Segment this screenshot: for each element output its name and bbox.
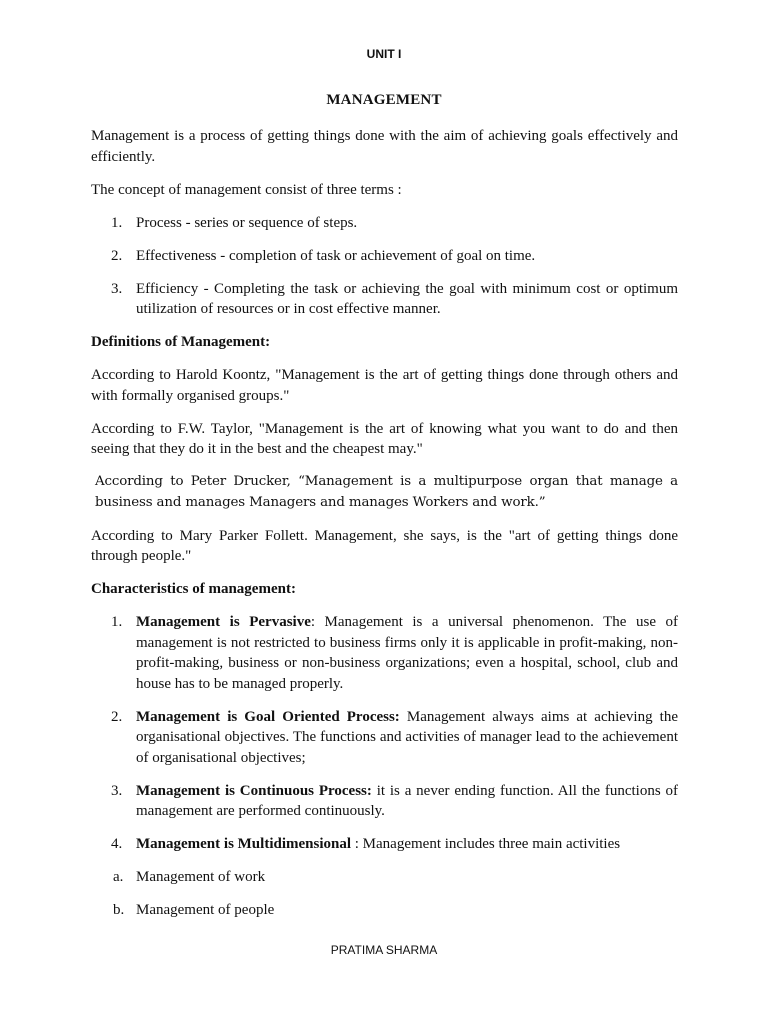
term-item bbox=[91, 279, 678, 320]
characteristic-item bbox=[91, 612, 678, 694]
characteristics-heading: Characteristics of management: bbox=[91, 581, 296, 597]
list-number: 2. bbox=[111, 247, 123, 264]
term-text: Process - series or sequence of steps. bbox=[136, 214, 358, 231]
characteristic-item bbox=[91, 781, 678, 822]
characteristic-title: Management is Pervasive bbox=[136, 614, 311, 630]
term-item bbox=[91, 246, 678, 267]
unit-header: UNIT I bbox=[366, 47, 402, 61]
term-text: Effectiveness - completion of task or achievement of goal on time. bbox=[136, 247, 536, 264]
term-text: Efficiency - Completing the task or achieving the goal with minimum cost or optimum utilization of resources or in cost effective manner. bbox=[136, 280, 678, 317]
sub-item-text: Management of work bbox=[136, 869, 266, 885]
list-number: 4. bbox=[111, 836, 123, 852]
concept-lead: The concept of management consist of three terms : bbox=[91, 181, 402, 198]
page-title: MANAGEMENT bbox=[326, 92, 442, 108]
characteristic-text: : Management includes three main activities bbox=[351, 836, 621, 852]
list-number: 1. bbox=[111, 214, 123, 231]
list-number: 3. bbox=[111, 280, 123, 297]
list-number: 1. bbox=[111, 614, 123, 630]
list-number: 2. bbox=[111, 708, 123, 725]
characteristic-item bbox=[91, 707, 678, 769]
koontz-definition: According to Harold Koontz, "Management is the art of getting things done through others and with formally organised groups." bbox=[91, 367, 678, 404]
characteristic-text: Management always aims at achieving the organisational objectives. The functions and activities of manager lead to the achievement of organisational objectives; bbox=[136, 708, 678, 766]
sub-list-item bbox=[91, 900, 678, 921]
characteristic-text: it is a never ending function. All the functions of management are performed continuously. bbox=[136, 782, 679, 819]
list-letter: a. bbox=[113, 869, 124, 885]
characteristic-title: Management is Multidimensional bbox=[136, 836, 352, 852]
sub-item-text: Management of people bbox=[136, 902, 275, 918]
term-item bbox=[91, 213, 678, 234]
drucker-definition: According to Peter Drucker, “Management is a multipurpose organ that manage a business and manages Managers and manages Workers and work.” bbox=[95, 474, 678, 510]
characteristic-title: Management is Continuous Process: bbox=[136, 782, 372, 799]
characteristic-text: : Management is a universal phenomenon. The use of management is not restricted to business firms only it is applicable in profit-making, non-profit-making, business or non-business organizations; even a hospital, school, club and house has to be managed properly. bbox=[136, 614, 678, 692]
taylor-definition: According to F.W. Taylor, "Management is the art of knowing what you want to do and then seeing that they do it in the best and the cheapest may." bbox=[91, 420, 678, 457]
list-number: 3. bbox=[111, 782, 123, 799]
characteristic-title: Management is Goal Oriented Process: bbox=[136, 708, 400, 725]
intro-definition: Management is a process of getting things done with the aim of achieving goals effectively and efficiently. bbox=[91, 128, 678, 165]
follett-definition: According to Mary Parker Follett. Management, she says, is the "art of getting things done through people." bbox=[91, 527, 678, 564]
page-footer: PRATIMA SHARMA bbox=[330, 943, 438, 957]
characteristic-item bbox=[91, 834, 678, 855]
sub-list-item bbox=[91, 867, 678, 888]
definitions-heading: Definitions of Management: bbox=[91, 334, 271, 350]
document-body bbox=[91, 126, 678, 933]
list-letter: b. bbox=[113, 902, 125, 918]
